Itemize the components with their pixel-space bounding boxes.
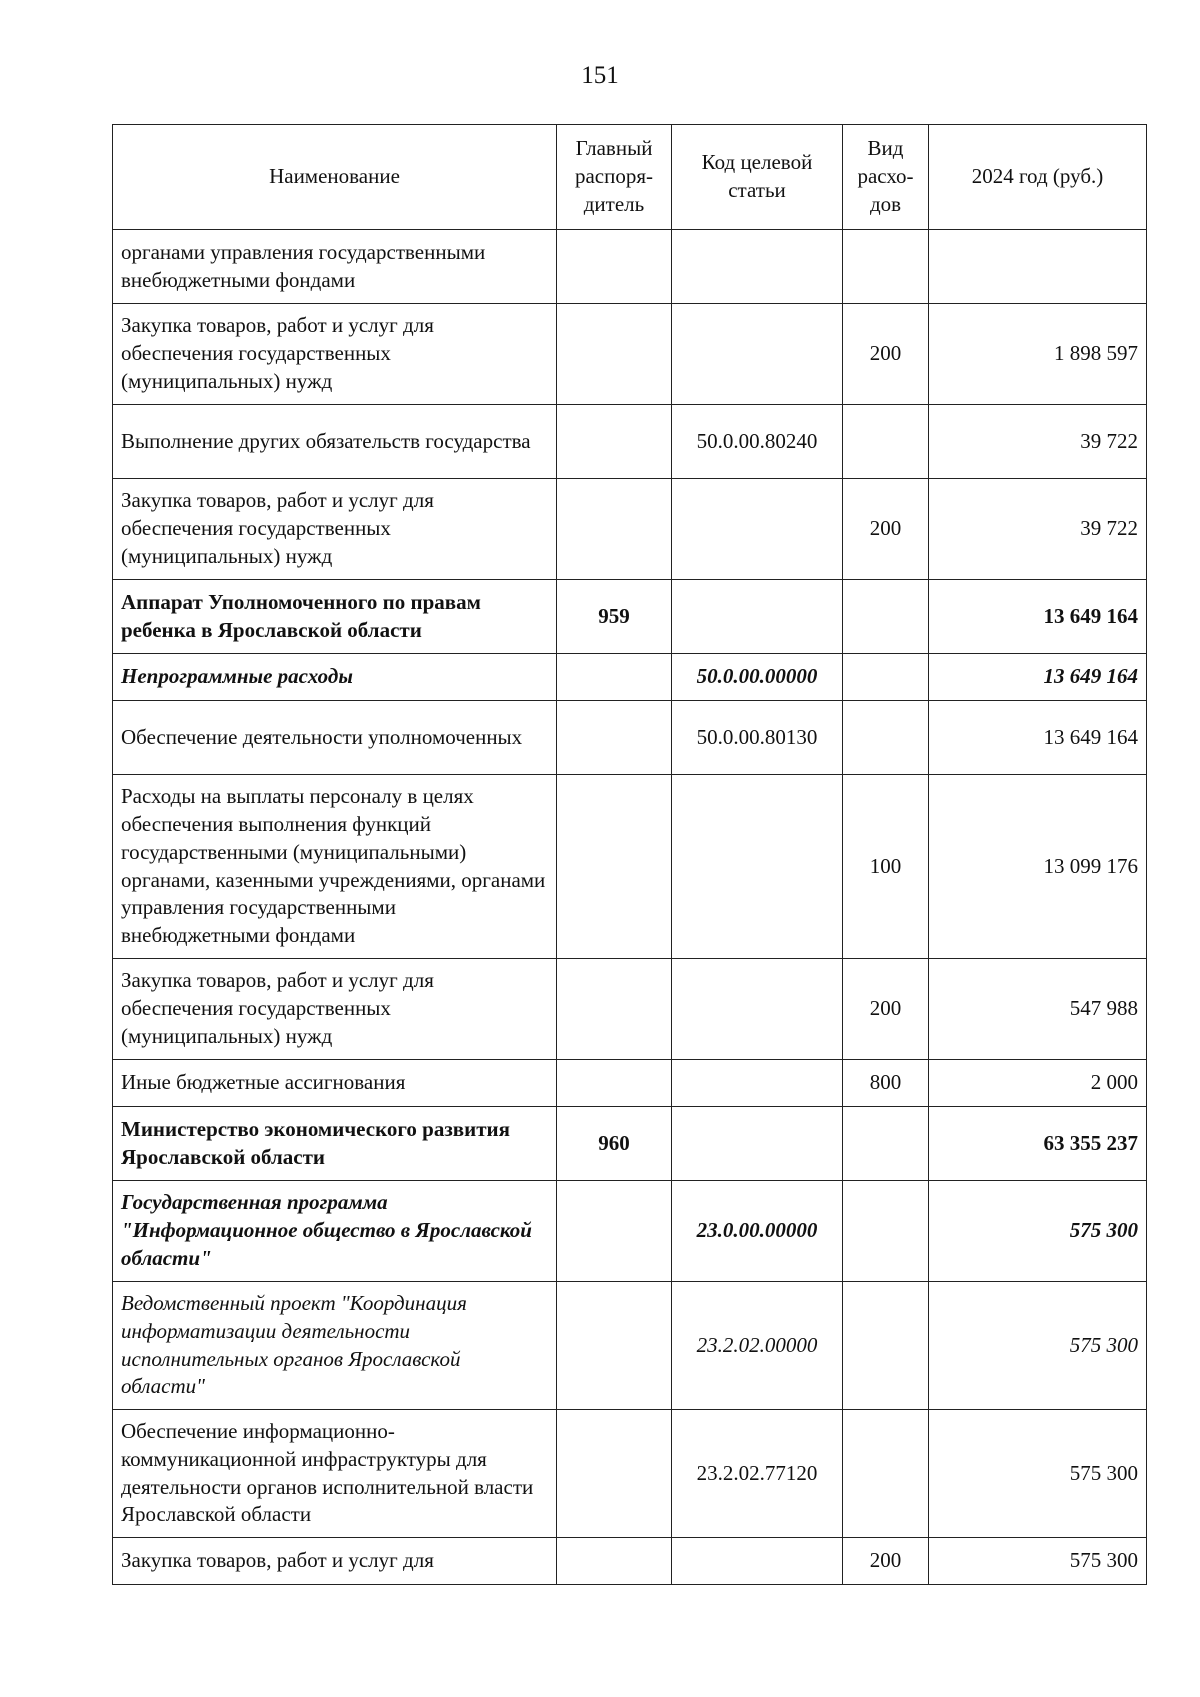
row-manager [557,1282,672,1410]
row-expense-type [843,405,929,479]
table-row [113,1538,1147,1585]
budget-table [112,124,1147,1585]
table-row [113,1410,1147,1538]
table-row [113,405,1147,479]
row-manager [557,405,672,479]
header-code: Код целевой статьи [672,125,843,230]
row-manager [557,1181,672,1282]
row-amount: 2 000 [929,1060,1147,1107]
row-amount: 575 300 [929,1410,1147,1538]
row-amount [929,230,1147,304]
row-amount: 547 988 [929,959,1147,1060]
row-code [672,1060,843,1107]
table-row [113,775,1147,959]
row-amount: 63 355 237 [929,1107,1147,1181]
table-row [113,1181,1147,1282]
row-expense-type [843,1107,929,1181]
row-amount: 39 722 [929,405,1147,479]
row-code: 23.2.02.77120 [672,1410,843,1538]
row-manager: 959 [557,580,672,654]
row-manager [557,959,672,1060]
row-code [672,775,843,959]
row-manager: 960 [557,1107,672,1181]
row-code [672,959,843,1060]
row-name: Обеспечение деятельности уполномоченных [113,701,557,775]
row-manager [557,701,672,775]
row-manager [557,479,672,580]
row-expense-type: 200 [843,1538,929,1585]
row-code: 50.0.00.80130 [672,701,843,775]
row-name: Министерство экономического развития Ярославской области [113,1107,557,1181]
table-row [113,304,1147,405]
row-code [672,230,843,304]
row-manager [557,1410,672,1538]
header-year-amount: 2024 год (руб.) [929,125,1147,230]
row-name: Закупка товаров, работ и услуг для обеспечения государственных (муниципальных) нужд [113,304,557,405]
row-code [672,304,843,405]
table-row [113,479,1147,580]
row-code: 50.0.00.80240 [672,405,843,479]
table-row [113,959,1147,1060]
table-row [113,701,1147,775]
row-name: Обеспечение информационно-коммуникационной инфраструктуры для деятельности органов исполнительной власти Ярославской области [113,1410,557,1538]
row-name: Расходы на выплаты персоналу в целях обеспечения выполнения функций государственными (муниципальными) органами, казенными учреждениями, органами управления государственными внебюджетными фондами [113,775,557,959]
row-name: органами управления государственными внебюджетными фондами [113,230,557,304]
table-row [113,580,1147,654]
row-manager [557,304,672,405]
row-name: Закупка товаров, работ и услуг для обеспечения государственных (муниципальных) нужд [113,479,557,580]
row-amount: 39 722 [929,479,1147,580]
row-expense-type [843,580,929,654]
row-code [672,580,843,654]
table-row [113,1060,1147,1107]
table-row [113,1282,1147,1410]
table-row [113,230,1147,304]
row-expense-type: 200 [843,304,929,405]
row-expense-type [843,654,929,701]
row-code: 50.0.00.00000 [672,654,843,701]
row-name: Непрограммные расходы [113,654,557,701]
row-amount: 575 300 [929,1181,1147,1282]
row-manager [557,654,672,701]
row-expense-type [843,1282,929,1410]
row-amount: 1 898 597 [929,304,1147,405]
row-amount: 575 300 [929,1282,1147,1410]
row-amount: 13 649 164 [929,580,1147,654]
row-amount: 575 300 [929,1538,1147,1585]
row-name: Государственная программа "Информационное общество в Ярославской области" [113,1181,557,1282]
row-expense-type [843,1181,929,1282]
header-expense-type: Вид расхо-дов [843,125,929,230]
table-row [113,654,1147,701]
row-amount: 13 649 164 [929,654,1147,701]
header-manager: Главный распоря-дитель [557,125,672,230]
row-expense-type: 200 [843,959,929,1060]
row-name: Аппарат Уполномоченного по правам ребенка в Ярославской области [113,580,557,654]
row-code [672,479,843,580]
row-amount: 13 649 164 [929,701,1147,775]
row-expense-type [843,701,929,775]
row-name: Выполнение других обязательств государства [113,405,557,479]
row-expense-type [843,230,929,304]
row-code: 23.2.02.00000 [672,1282,843,1410]
row-expense-type: 200 [843,479,929,580]
page-number: 151 [581,62,619,89]
row-name: Ведомственный проект "Координация информатизации деятельности исполнительных органов Ярославской области" [113,1282,557,1410]
row-code: 23.0.00.00000 [672,1181,843,1282]
row-amount: 13 099 176 [929,775,1147,959]
header-name: Наименование [113,125,557,230]
row-code [672,1107,843,1181]
row-name: Иные бюджетные ассигнования [113,1060,557,1107]
row-expense-type [843,1410,929,1538]
row-manager [557,1060,672,1107]
row-manager [557,230,672,304]
table-header-row [113,125,1147,230]
row-code [672,1538,843,1585]
row-name: Закупка товаров, работ и услуг для обеспечения государственных (муниципальных) нужд [113,959,557,1060]
row-expense-type: 800 [843,1060,929,1107]
row-manager [557,775,672,959]
table-row [113,1107,1147,1181]
row-name: Закупка товаров, работ и услуг для [113,1538,557,1585]
row-expense-type: 100 [843,775,929,959]
row-manager [557,1538,672,1585]
